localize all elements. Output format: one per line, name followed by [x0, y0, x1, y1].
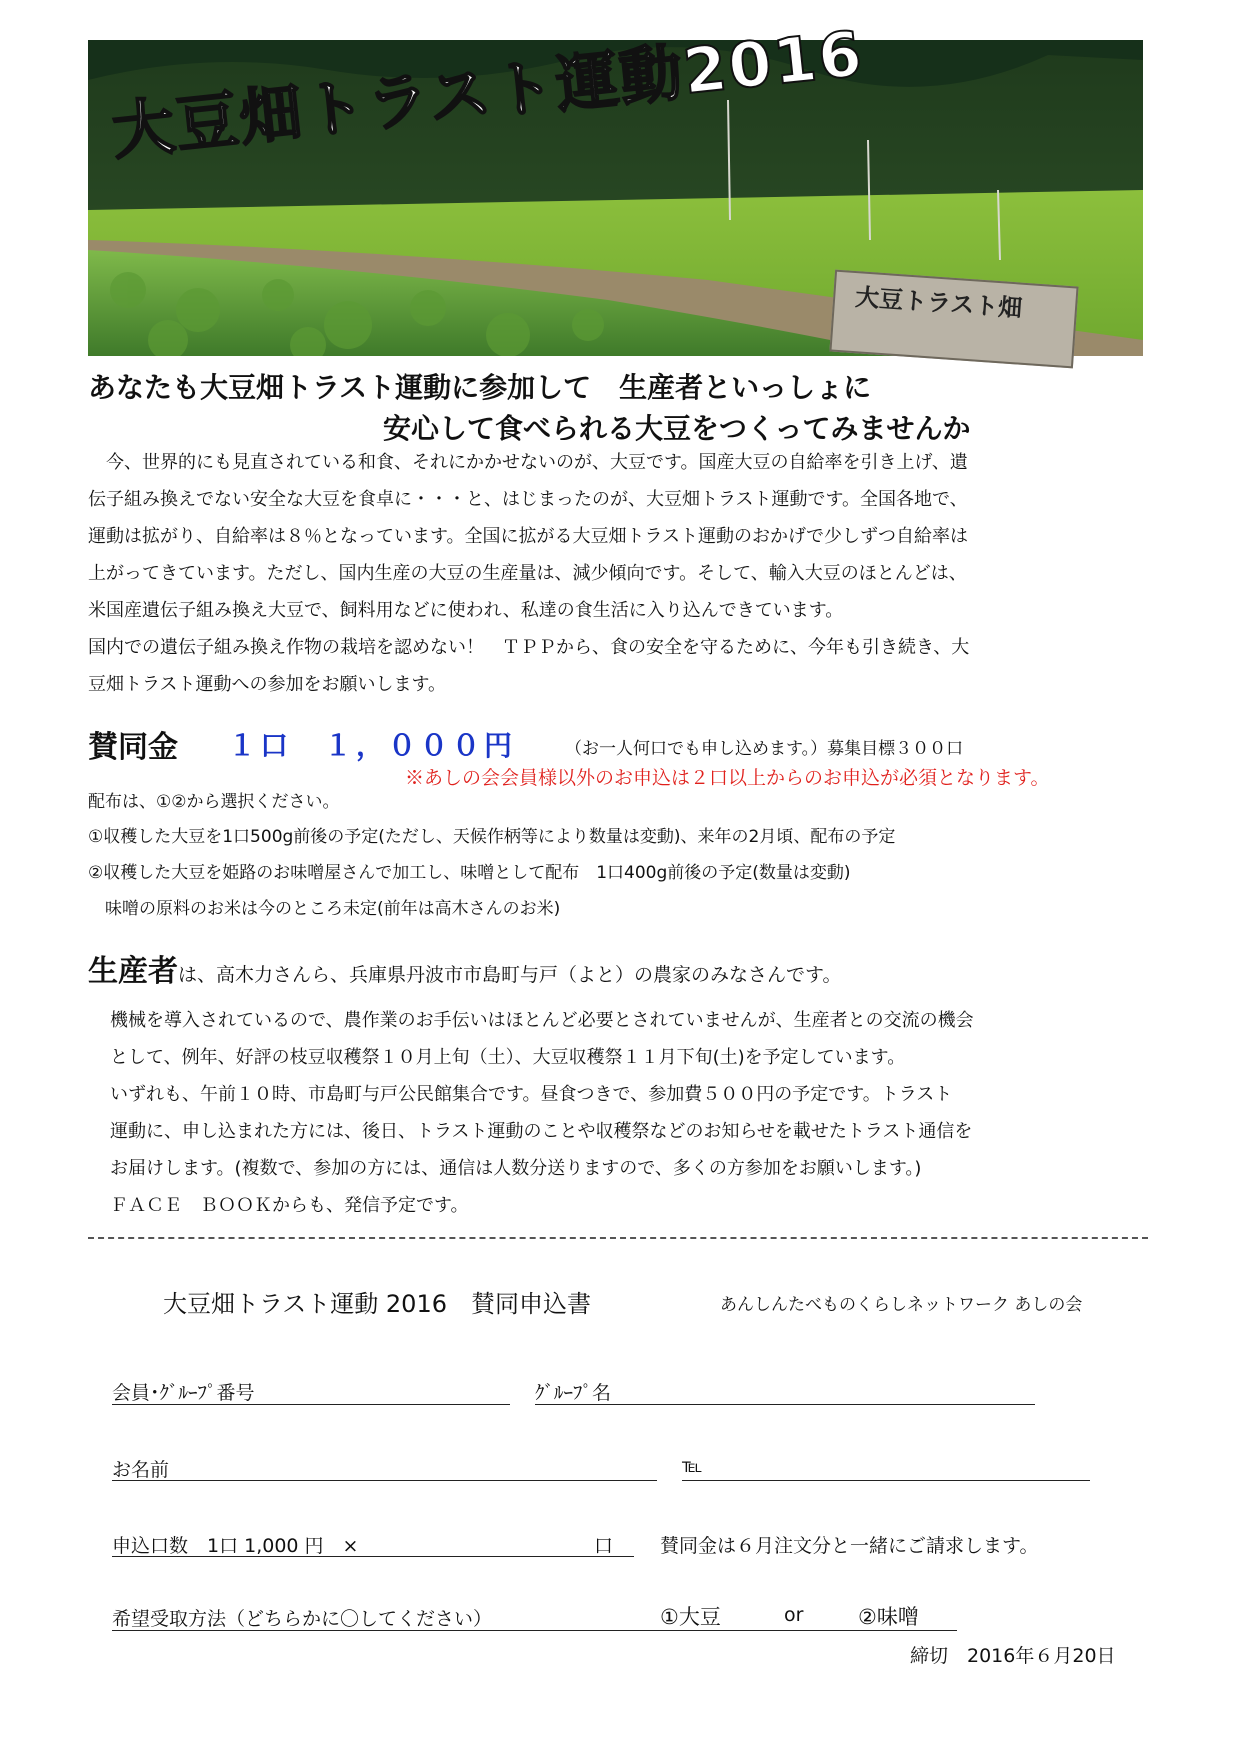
distribution-option1: ①収穫した大豆を1口500g前後の予定(ただし、天候作柄等により数量は変動)、来年の2月頃、配布の予定 [88, 827, 896, 847]
form-organization: あんしんたべものくらしネットワーク あしの会 [720, 1295, 1083, 1315]
producer-heading [88, 946, 841, 990]
distribution-option2: ②収穫した大豆を姫路のお味噌屋さんで加工し、味噌として配布 1口400g前後の予定(数量は変動) [88, 863, 851, 883]
method-option-miso[interactable]: ②味噌 [858, 1605, 919, 1629]
distribution-option2-note: 味噌の原料のお米は今のところ未定(前年は高木さんのお米) [88, 899, 561, 919]
producer-line: ＦＡＣＥ ＢＯＯＫからも、発信予定です。 [110, 1195, 469, 1216]
producer-line: 機械を導入されているので、農作業のお手伝いはほとんど必要とされていませんが、生産者との交流の機会 [110, 1010, 974, 1031]
producer-line: 運動に、申し込まれた方には、後日、トラスト運動のことや収穫祭などのお知らせを載せたトラスト通信を [110, 1121, 973, 1142]
member-number-label: 会員･ｸﾞﾙｰﾌﾟ番号 [112, 1382, 255, 1404]
fee-label: 賛同金 [88, 730, 178, 765]
receive-method-underline [112, 1630, 957, 1631]
group-name-field[interactable] [535, 1404, 1035, 1405]
producer-paragraph [110, 1002, 1150, 1224]
billing-note: 賛同金は６月注文分と一緒にご請求します。 [660, 1535, 1039, 1557]
fee-note: （お一人何口でも申し込めます。）募集目標３００口 [565, 739, 964, 759]
intro-line: 豆畑トラスト運動への参加をお願いします。 [88, 674, 447, 695]
units-field[interactable] [112, 1556, 634, 1557]
form-title: 大豆畑トラスト運動 2016 賛同申込書 [163, 1290, 591, 1318]
producer-line: として、例年、好評の枝豆収穫祭１０月上旬（土）、大豆収穫祭１１月下旬(土)を予定しています。 [110, 1047, 906, 1068]
intro-paragraph [88, 444, 1168, 703]
deadline: 締切 2016年６月20日 [910, 1645, 1116, 1667]
method-or: or [784, 1604, 804, 1626]
method-option-soybeans[interactable]: ①大豆 [660, 1605, 721, 1629]
field-sign-text: 大豆トラスト畑 [854, 283, 1024, 323]
intro-line: 米国産遺伝子組み換え大豆で、飼料用などに使われ、私達の食生活に入り込んできています。 [88, 600, 844, 621]
intro-line: 上がってきています。ただし、国内生産の大豆の生産量は、減少傾向です。そして、輸入大豆のほとんどは、 [88, 563, 967, 584]
name-field[interactable] [112, 1480, 657, 1481]
receive-method-label: 希望受取方法（どちらかに〇してください） [112, 1608, 493, 1630]
producer-line: お届けします。(複数で、参加の方には、通信は人数分送りますので、多くの方参加をお願いします。) [110, 1158, 922, 1179]
fee-amount: １口 １，０００円 [228, 729, 517, 762]
intro-line: 今、世界的にも見直されている和食、それにかかせないのが、大豆です。国産大豆の自給率を引き上げ、遺 [88, 452, 968, 473]
tel-field[interactable] [682, 1480, 1090, 1481]
intro-line: 伝子組み換えでない安全な大豆を食卓に・・・と、はじまったのが、大豆畑トラスト運動です。全国各地で、 [88, 489, 968, 510]
tel-label: ℡ [682, 1455, 703, 1477]
units-label: 申込口数 1口 1,000 円 × [112, 1535, 359, 1557]
units-suffix: 口 [594, 1535, 614, 1557]
member-number-field[interactable] [112, 1404, 510, 1405]
name-label: お名前 [112, 1459, 170, 1481]
non-member-note: ※あしの会会員様以外のお申込は２口以上からのお申込が必須となります。 [405, 767, 1050, 789]
field-sign [829, 270, 1078, 369]
producer-line: いずれも、午前１０時、市島町与戸公民館集合です。昼食つきで、参加費５００円の予定です。トラスト [110, 1084, 953, 1105]
headline-line2: 安心して食べられる大豆をつくってみませんか [383, 412, 971, 445]
intro-line: 国内での遺伝子組み換え作物の栽培を認めない！ ＴＰＰから、食の安全を守るために、今年も引き続き、大 [88, 637, 970, 658]
distribution-intro: 配布は、①②から選択ください。 [88, 792, 340, 812]
headline-line1: あなたも大豆畑トラスト運動に参加して 生産者といっしょに [88, 371, 872, 404]
group-name-label: ｸﾞﾙｰﾌﾟ名 [535, 1382, 612, 1404]
banner-title: 大豆畑トラスト運動2016 [108, 16, 868, 169]
intro-line: 運動は拡がり、自給率は８％となっています。全国に拡がる大豆畑トラスト運動のおかげで少しずつ自給率は [88, 526, 969, 547]
producer-text: は、高木力さんら、兵庫県丹波市市島町与戸（よと）の農家のみなさんです。 [178, 964, 842, 986]
cut-line-divider [88, 1237, 1148, 1239]
producer-label: 生産者 [88, 954, 178, 989]
